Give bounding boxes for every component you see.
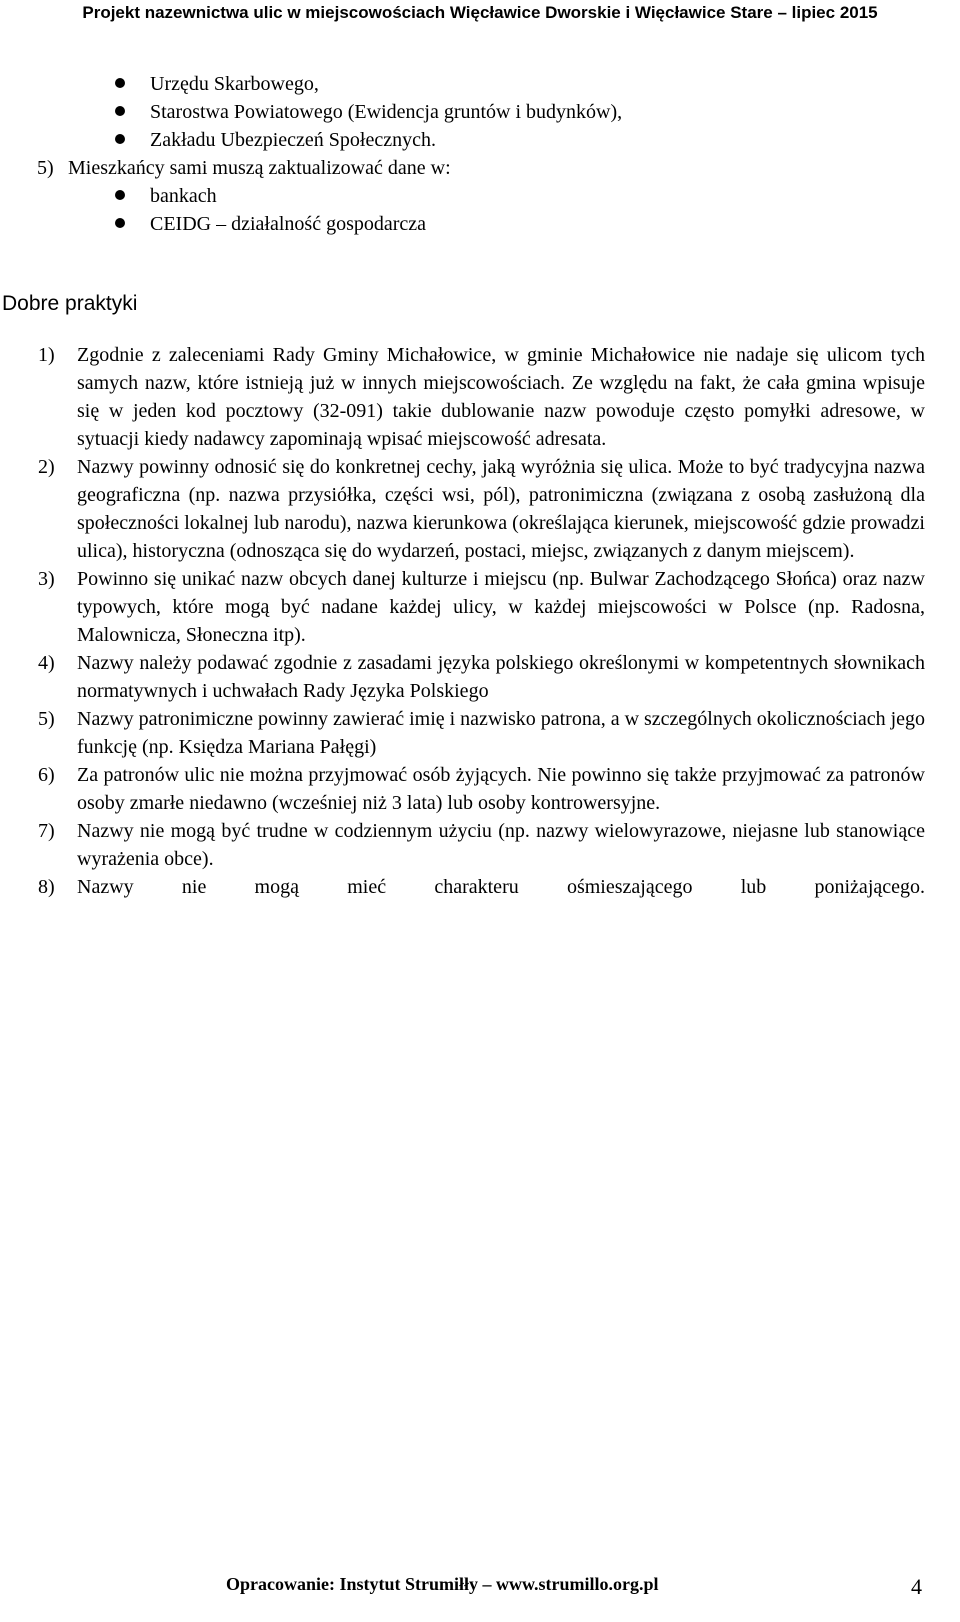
bullet-icon (115, 134, 125, 144)
item-text: Nazwy nie mogą być trudne w codziennym użyciu (np. nazwy wielowyrazowe, niejasne lub stanowiące wyrażenia obce). (77, 820, 925, 870)
numbered-item-5 (0, 154, 960, 182)
item-text: Powinno się unikać nazw obcych danej kulturze i miejscu (np. Bulwar Zachodzącego Słońca) oraz nazw typowych, które mogą być nadane każdej ulicy, w każdej miejscowości w Polsce (np. Radosna, Malownicza, Słoneczna itp). (77, 568, 925, 646)
item-text: Zgodnie z zaleceniami Rady Gminy Michałowice, w gminie Michałowice nie nadaje się ulicom tych samych nazw, które istnieją już w innych miejscowościach. Ze względu na fakt, że cała gmina wpisuje się w jeden kod pocztowy (32-091) takie dublowanie nazw powoduje często pomyłki adresowe, w sytuacji kiedy nadawcy zapominają wpisać miejscowość adresata. (77, 344, 925, 450)
item-number: 3) (38, 568, 55, 590)
item-number: 7) (38, 820, 55, 842)
item-text: Nazwy patronimiczne powinny zawierać imię i nazwisko patrona, a w szczególnych okolicznościach jego funkcję (np. Księdza Mariana Pałęgi) (77, 708, 926, 758)
list-item (0, 873, 925, 901)
item-number: 6) (38, 764, 55, 786)
page-number: 4 (911, 1574, 922, 1599)
item-number: 4) (38, 652, 55, 674)
list-item: Urzędu Skarbowego, (0, 70, 960, 98)
item-number: 1) (38, 344, 55, 366)
list-item (0, 565, 925, 649)
item-text: Mieszkańcy sami muszą zaktualizować dane w: (68, 157, 451, 179)
list-item: Zakładu Ubezpieczeń Społecznych. (0, 126, 960, 154)
page-footer: Opracowanie: Instytut Strumiłły – www.strumillo.org.pl (226, 1574, 659, 1594)
list-item: bankach (0, 182, 960, 210)
bullet-icon (115, 78, 125, 88)
section-heading: Dobre praktyki (2, 292, 138, 315)
item-number: 2) (38, 456, 55, 478)
list-item: Starostwa Powiatowego (Ewidencja gruntów i budynków), (0, 98, 960, 126)
bullet-icon (115, 190, 125, 200)
item-text: Nazwy należy podawać zgodnie z zasadami języka polskiego określonymi w kompetentnych słownikach normatywnych i uchwałach Rady Języka Polskiego (77, 652, 925, 702)
list-item (0, 817, 925, 873)
list-item (0, 649, 925, 705)
page-header: Projekt nazewnictwa ulic w miejscowościach Więcławice Dworskie i Więcławice Stare – lipiec 2015 (82, 3, 878, 22)
list-item (0, 705, 925, 761)
bullet-icon (115, 218, 125, 228)
bullet-icon (115, 106, 125, 116)
item-text: Nazwy nie mogą mieć charakteru ośmieszającego lub poniżającego. (77, 876, 925, 898)
item-number: 8) (38, 876, 55, 898)
bullet-list-update (0, 182, 960, 238)
good-practices-list (0, 341, 960, 901)
page-content (0, 70, 960, 901)
list-item (0, 453, 925, 565)
item-number: 5) (38, 708, 55, 730)
item-number: 5) (37, 157, 54, 179)
list-item: CEIDG – działalność gospodarcza (0, 210, 960, 238)
list-item (0, 341, 925, 453)
item-text: Za patronów ulic nie można przyjmować osób żyjących. Nie powinno się także przyjmować za patronów osoby zmarłe niedawno (wcześniej niż 3 lata) lub osoby kontrowersyjne. (77, 764, 925, 814)
list-item (0, 761, 925, 817)
item-text: Nazwy powinny odnosić się do konkretnej cechy, jaką wyróżnia się ulica. Może to być tradycyjna nazwa geograficzna (np. nazwa przysiółka, części wsi, pól), patronimiczna (związana z osobą zasłużoną dla społeczności lokalnej lub narodu), nazwa kierunkowa (określająca kierunek, miejscowość gdzie prowadzi ulica), historyczna (odnosząca się do wydarzeń, postaci, miejsc, związanych z danym miejscem). (77, 456, 925, 562)
bullet-list-offices (0, 70, 960, 154)
